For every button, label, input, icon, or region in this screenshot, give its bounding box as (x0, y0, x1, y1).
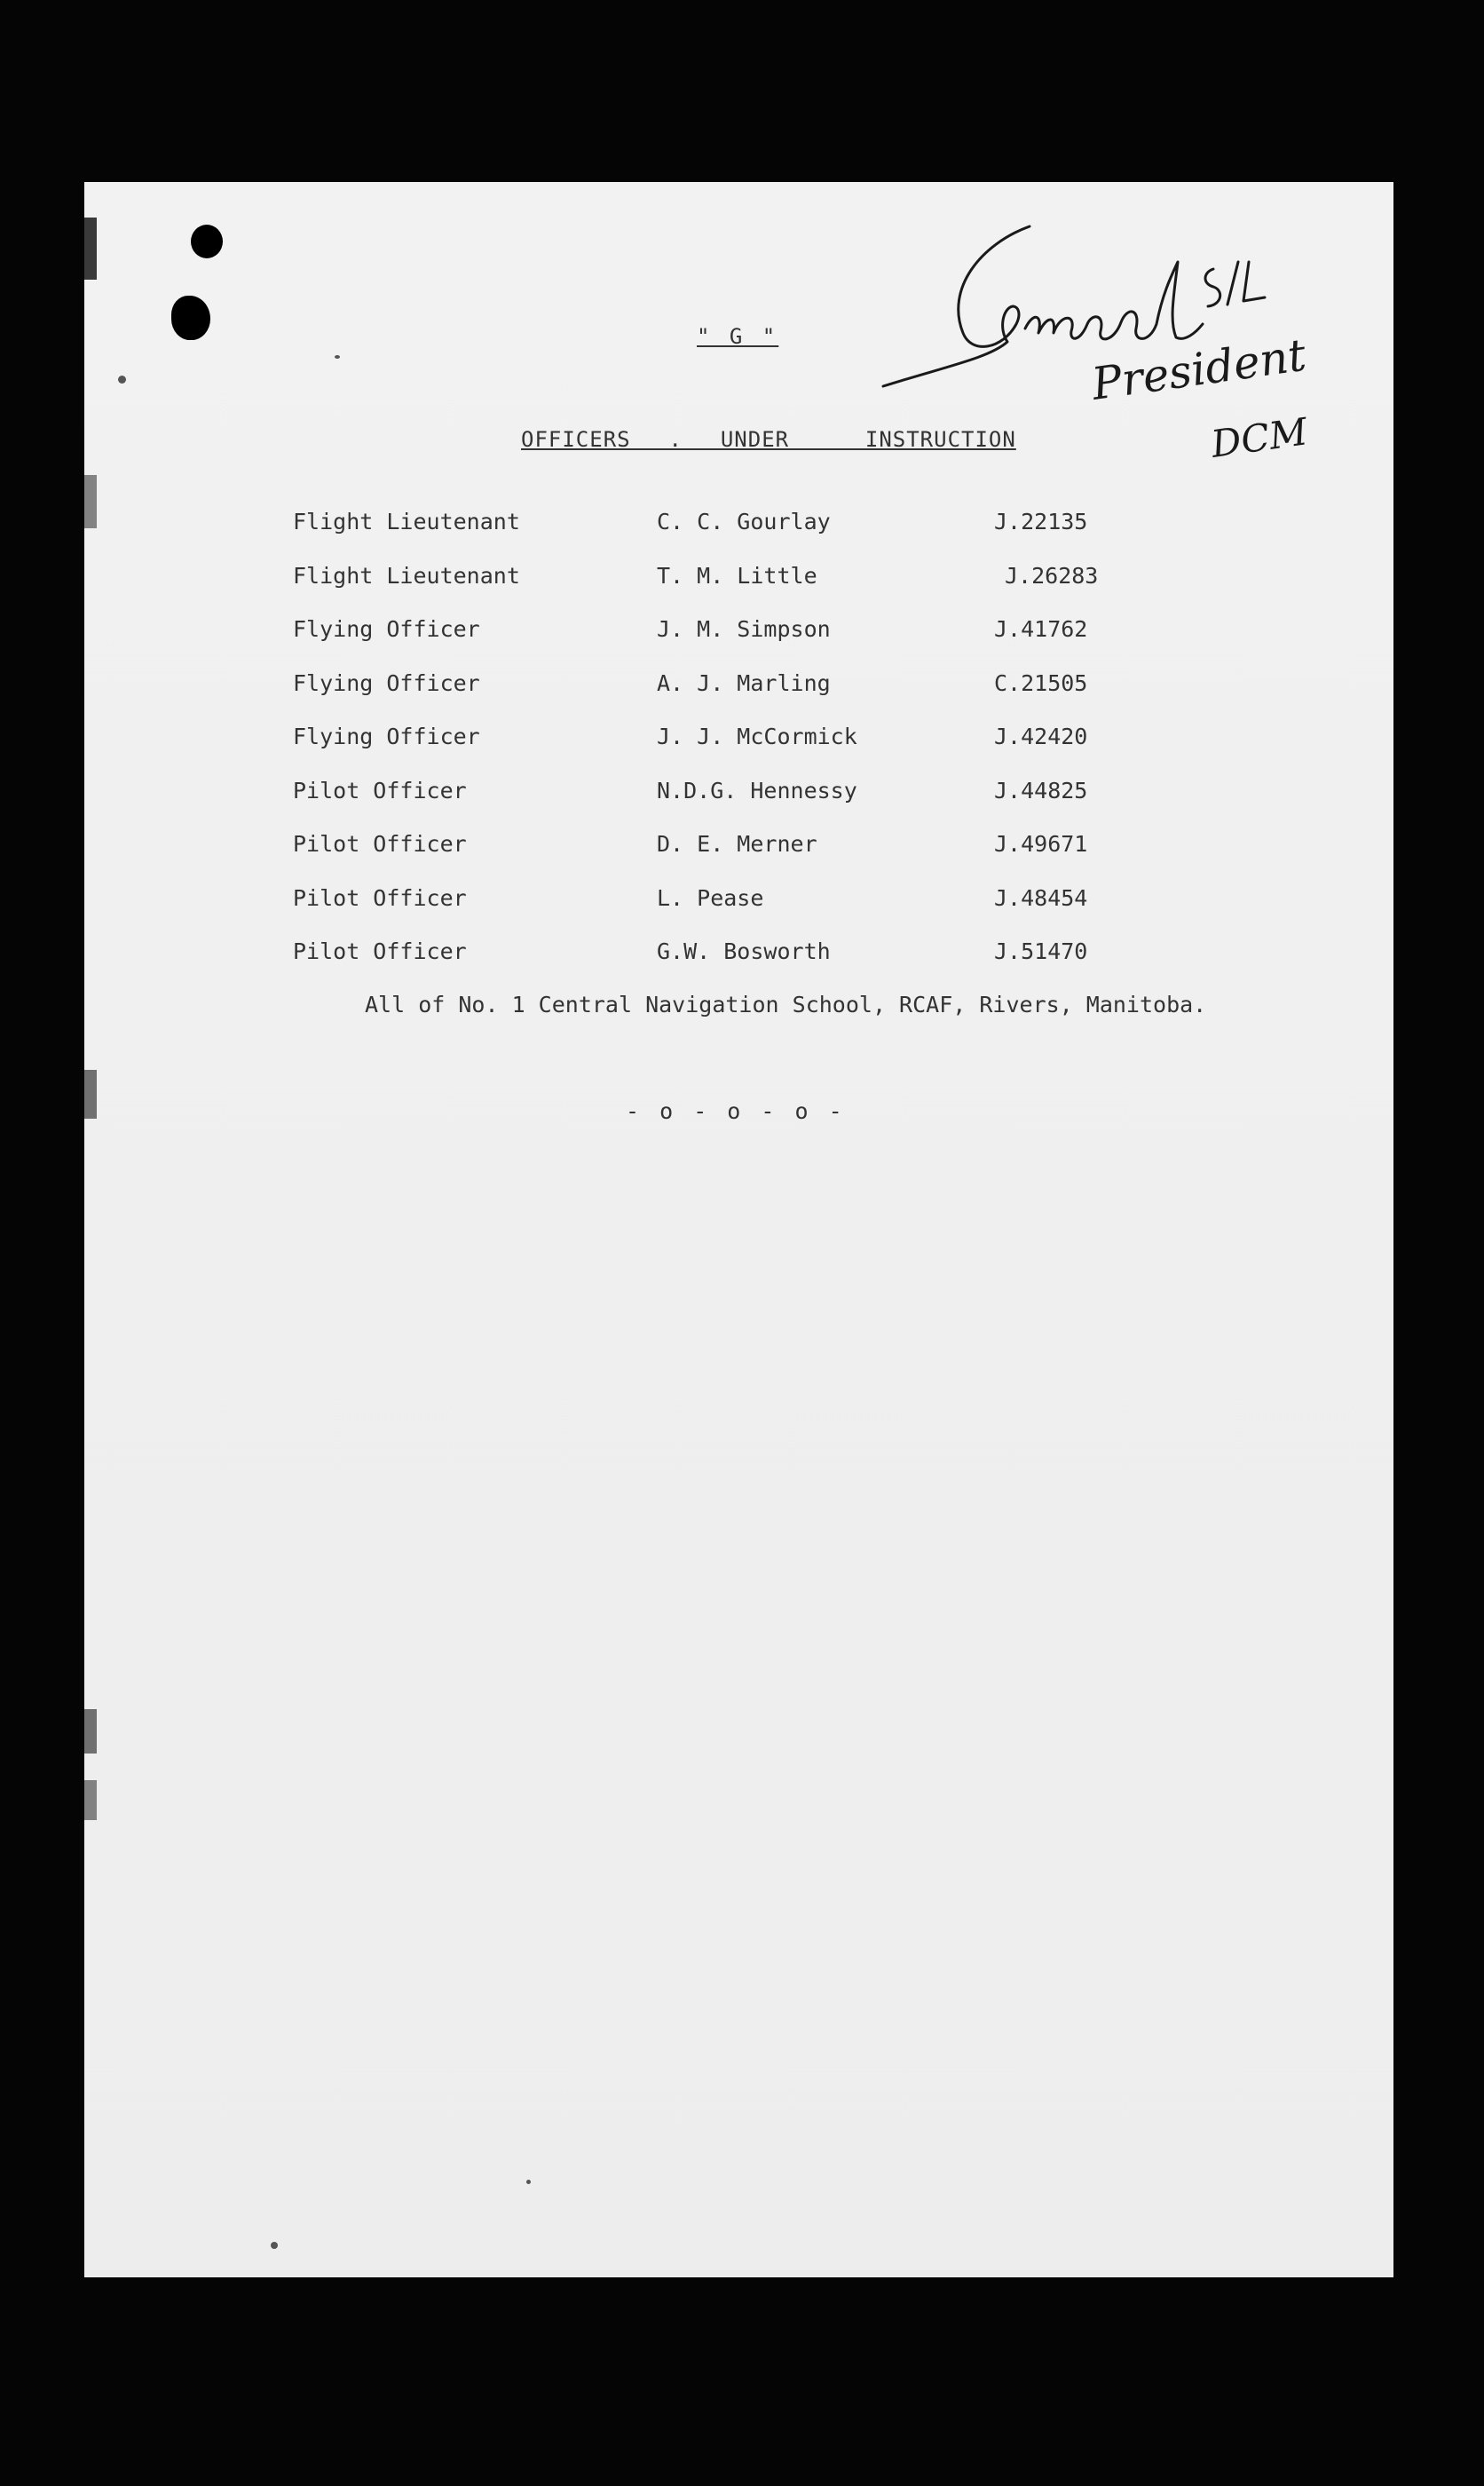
officer-name: T. M. Little (657, 562, 817, 589)
roster-row (293, 938, 1269, 993)
service-number: J.42420 (994, 724, 1088, 749)
roster-row (293, 563, 1269, 617)
punch-hole (171, 296, 210, 340)
roster-row (293, 885, 1269, 939)
scan-edge-mark (84, 1070, 97, 1119)
roster-row (293, 724, 1269, 778)
roster-row (293, 778, 1269, 832)
service-number: J.44825 (994, 777, 1088, 804)
service-number: C.21505 (994, 669, 1088, 696)
officer-rank: Flying Officer (293, 724, 480, 749)
service-number: J.49671 (994, 831, 1088, 857)
unit-footnote: All of No. 1 Central Navigation School, RCAF, Rivers, Manitoba. (365, 992, 1207, 1017)
officer-rank: Pilot Officer (293, 777, 467, 804)
roster-row (293, 831, 1269, 885)
officer-name: A. J. Marling (657, 669, 831, 696)
service-number: J.41762 (994, 616, 1088, 642)
document-sheet (84, 182, 1393, 2277)
scan-edge-mark (84, 218, 97, 280)
scan-edge-mark (84, 1709, 97, 1754)
speck (335, 355, 340, 359)
roster-row (293, 616, 1269, 670)
scan-edge-mark (84, 1780, 97, 1820)
roster-row (293, 509, 1269, 563)
speck (118, 376, 126, 384)
service-number: J.51470 (994, 938, 1088, 964)
officer-name: J. M. Simpson (657, 616, 831, 642)
speck (526, 2180, 531, 2184)
officer-rank: Pilot Officer (293, 884, 467, 911)
officer-rank: Flying Officer (293, 616, 480, 642)
signature-title: President (1088, 329, 1309, 410)
officer-rank: Flying Officer (293, 669, 480, 696)
officer-name: C. C. Gourlay (657, 509, 831, 534)
signature (848, 209, 1362, 466)
service-number: J.48454 (994, 884, 1088, 911)
scan-edge-mark (84, 475, 97, 528)
section-mark: " G " (697, 324, 779, 349)
end-separator: - o - o - o - (626, 1098, 846, 1124)
officer-rank: Pilot Officer (293, 938, 467, 964)
officer-name: J. J. McCormick (657, 724, 857, 749)
officer-name: D. E. Merner (657, 831, 817, 857)
officer-name: N.D.G. Hennessy (657, 777, 857, 804)
punch-hole (191, 225, 223, 258)
speck (271, 2242, 278, 2249)
officer-rank: Flight Lieutenant (293, 562, 520, 589)
officer-name: L. Pease (657, 884, 764, 911)
officer-roster (293, 509, 1269, 993)
officer-rank: Flight Lieutenant (293, 509, 520, 534)
roster-row (293, 670, 1269, 724)
officer-rank: Pilot Officer (293, 831, 467, 857)
heading: OFFICERS . UNDER INSTRUCTION (521, 427, 1016, 452)
signature-board: DCM (1208, 409, 1311, 466)
officer-name: G.W. Bosworth (657, 938, 831, 964)
service-number: J.26283 (1005, 562, 1099, 589)
service-number: J.22135 (994, 509, 1088, 534)
